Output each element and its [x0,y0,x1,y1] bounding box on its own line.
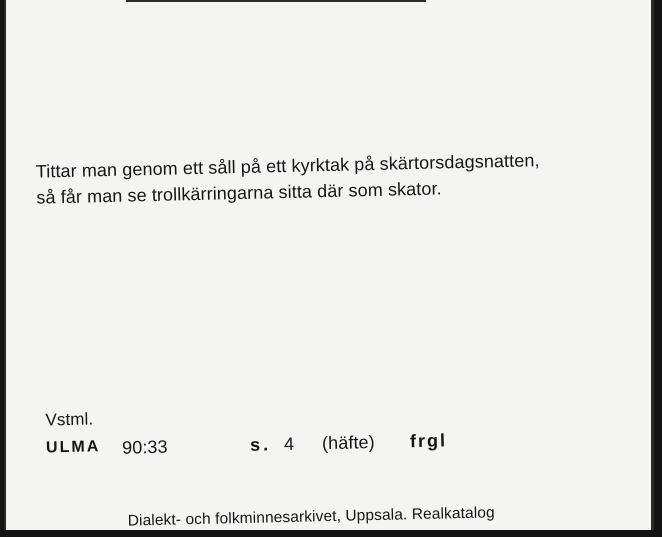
card-text-line-2: så får man se trollkärringarna sitta där som skator. [36,178,442,208]
page-prefix: s. [249,434,272,455]
record-number: 90:33 [121,436,168,458]
place-label: Vstml. [45,409,94,430]
page-number: 4 [283,433,295,455]
document-type: (häfte) [321,431,375,454]
archive-code: ULMA [45,438,101,457]
category-code: frgl [409,430,448,452]
archive-footer: Dialekt- och folkminnesarkivet, Uppsala. Realkatalog [127,504,495,530]
card-text-line-1: Tittar man genom ett såll på ett kyrktak på skärtorsdagsnatten, [35,150,540,182]
archive-card [4,0,654,530]
